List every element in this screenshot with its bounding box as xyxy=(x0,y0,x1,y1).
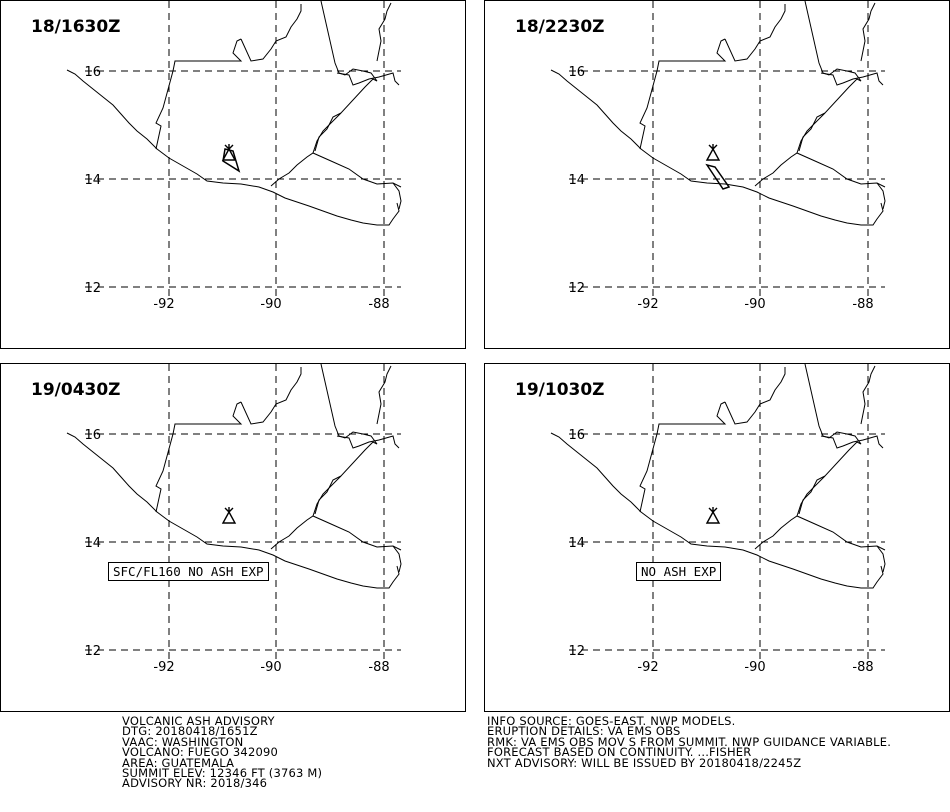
latitude-label: 14 xyxy=(568,173,585,188)
forecast-text-box: NO ASH EXP xyxy=(636,562,721,581)
lat-lon-grid xyxy=(85,1,401,297)
latitude-label: 12 xyxy=(568,644,585,659)
volcano-triangle-icon xyxy=(223,507,235,523)
latitude-label: 14 xyxy=(568,536,585,551)
panel-title: 18/1630Z xyxy=(31,17,121,37)
longitude-label: -92 xyxy=(637,660,659,675)
map-canvas xyxy=(485,1,950,349)
volcano-triangle-icon xyxy=(707,144,719,160)
longitude-label: -88 xyxy=(368,297,390,312)
map-canvas xyxy=(1,1,466,349)
forecast-panel xyxy=(484,0,950,349)
advisory-line: ERUPTION DETAILS: VA EMS OBS xyxy=(487,724,681,739)
panel-title: 19/1030Z xyxy=(515,380,605,400)
forecast-panel xyxy=(0,0,466,349)
forecast-text-box: SFC/FL160 NO ASH EXP xyxy=(108,562,269,581)
longitude-label: -90 xyxy=(744,660,766,675)
panel-title: 18/2230Z xyxy=(515,17,605,37)
map-canvas xyxy=(1,364,466,712)
latitude-label: 16 xyxy=(84,428,101,443)
lat-lon-grid xyxy=(569,1,885,297)
latitude-label: 12 xyxy=(84,644,101,659)
lat-lon-grid xyxy=(85,364,401,660)
advisory-line: AREA: GUATEMALA xyxy=(122,755,235,770)
ash-cloud-polygon xyxy=(707,165,729,189)
advisory-right-block xyxy=(487,716,891,768)
advisory-left-block xyxy=(122,716,322,789)
advisory-line: INFO SOURCE: GOES-EAST. NWP MODELS. xyxy=(487,714,736,728)
advisory-line: VOLCANIC ASH ADVISORY xyxy=(122,714,275,728)
map-canvas xyxy=(485,364,950,712)
longitude-label: -88 xyxy=(368,660,390,675)
latitude-label: 14 xyxy=(84,536,101,551)
longitude-label: -88 xyxy=(852,660,874,675)
advisory-line: NXT ADVISORY: WILL BE ISSUED BY 20180418/2245Z xyxy=(487,755,802,770)
longitude-label: -90 xyxy=(744,297,766,312)
advisory-line: ADVISORY NR: 2018/346 xyxy=(122,776,268,791)
latitude-label: 16 xyxy=(84,65,101,80)
latitude-label: 12 xyxy=(568,281,585,296)
longitude-label: -88 xyxy=(852,297,874,312)
advisory-line: FORECAST BASED ON CONTINUITY. ...FISHER xyxy=(487,745,752,760)
advisory-line: DTG: 20180418/1651Z xyxy=(122,724,258,739)
latitude-label: 16 xyxy=(568,65,585,80)
forecast-panel xyxy=(0,363,466,712)
forecast-panel xyxy=(484,363,950,712)
panel-title: 19/0430Z xyxy=(31,380,121,400)
advisory-line: VOLCANO: FUEGO 342090 xyxy=(122,745,279,760)
volcano-triangle-icon xyxy=(707,507,719,523)
advisory-line: RMK: VA EMS OBS MOV S FROM SUMMIT. NWP GUIDANCE VARIABLE. xyxy=(487,734,892,749)
longitude-label: -92 xyxy=(153,297,175,312)
latitude-label: 16 xyxy=(568,428,585,443)
latitude-label: 12 xyxy=(84,281,101,296)
longitude-label: -90 xyxy=(260,297,282,312)
longitude-label: -92 xyxy=(637,297,659,312)
latitude-label: 14 xyxy=(84,173,101,188)
longitude-label: -92 xyxy=(153,660,175,675)
advisory-line: SUMMIT ELEV: 12346 FT (3763 M) xyxy=(122,766,323,781)
advisory-line: VAAC: WASHINGTON xyxy=(122,734,244,749)
longitude-label: -90 xyxy=(260,660,282,675)
lat-lon-grid xyxy=(569,364,885,660)
